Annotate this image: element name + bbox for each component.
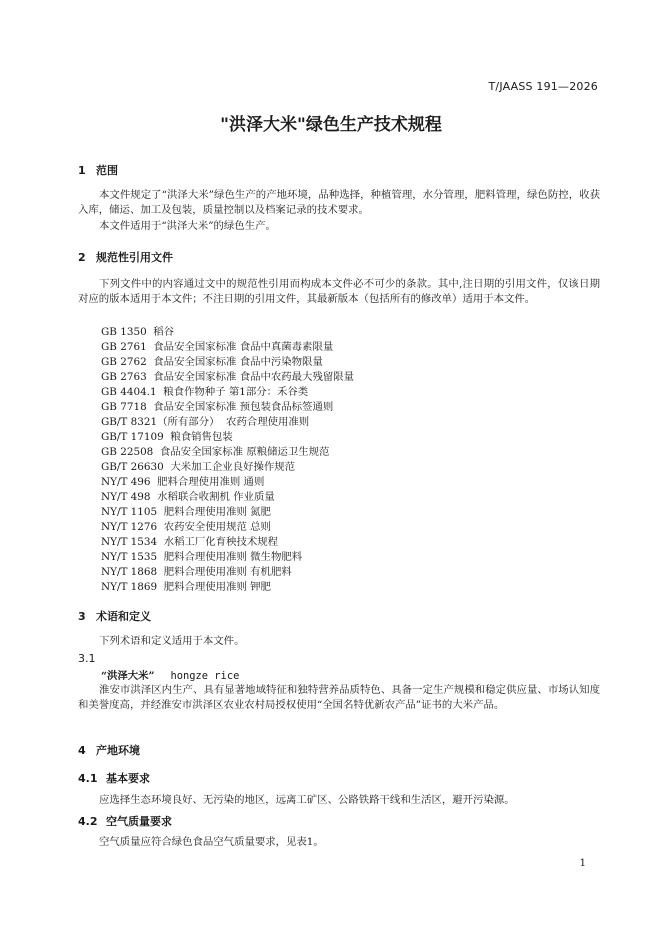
reference-item: GB 7718 食品安全国家标准 预包装食品标签通则 <box>101 401 334 413</box>
reference-item: NY/T 1868 肥料合理使用准则 有机肥料 <box>101 566 292 578</box>
section-title: 范围 <box>96 164 118 177</box>
reference-item: GB 4404.1 粮食作物种子 第1部分：禾谷类 <box>101 386 309 398</box>
section-number: 4 <box>78 744 86 757</box>
reference-item: NY/T 1534 水稻工厂化育秧技术规程 <box>101 536 279 548</box>
reference-item: NY/T 496 肥料合理使用准则 通则 <box>101 476 265 488</box>
term-chinese: “洪泽大米” <box>101 670 155 682</box>
scope-applicability: 本文件适用于“洪泽大米”的绿色生产。 <box>99 220 276 232</box>
subsection-number: 4.2 <box>78 815 98 828</box>
section-title: 术语和定义 <box>96 610 151 623</box>
section-title: 产地环境 <box>96 744 140 757</box>
references-intro: 下列文件中的内容通过文中的规范性引用而构成本文件必不可少的条款。其中,注日期的引用文件，仅该日期对应的版本适用于本文件；不注日期的引用文件，其最新版本（包括所有的修改单）适用于本文件。 <box>78 278 600 305</box>
reference-item: GB 2761 食品安全国家标准 食品中真菌毒素限量 <box>101 341 334 353</box>
terms-intro: 下列术语和定义适用于本文件。 <box>99 635 245 647</box>
reference-item: GB/T 17109 粮食销售包装 <box>101 431 233 443</box>
reference-item: GB 2763 食品安全国家标准 食品中农药最大残留限量 <box>101 371 355 383</box>
subsection-title: 空气质量要求 <box>106 815 172 828</box>
subsection-title: 基本要求 <box>106 772 150 785</box>
reference-item: GB 1350 稻谷 <box>101 326 175 338</box>
reference-item: GB 2762 食品安全国家标准 食品中污染物限量 <box>101 356 323 368</box>
section-2-heading <box>78 249 173 265</box>
standard-code: T/JAASS 191—2026 <box>488 80 598 93</box>
section-number: 3 <box>78 610 86 623</box>
document-title: "洪泽大米"绿色生产技术规程 <box>220 115 442 135</box>
section-number: 1 <box>78 164 86 177</box>
scope-paragraph: 本文件规定了“洪泽大米”绿色生产的产地环境，品种选择，种植管理，水分管理，肥料管理，绿色防控，收获入库，储运、加工及包装，质量控制以及档案记录的技术要求。 <box>78 189 600 216</box>
section-3-heading <box>78 608 151 624</box>
term-entry <box>101 667 239 682</box>
reference-item: NY/T 1869 肥料合理使用准则 钾肥 <box>101 581 271 593</box>
reference-item: NY/T 498 水稻联合收割机 作业质量 <box>101 491 275 503</box>
basic-requirements-text: 应选择生态环境良好、无污染的地区，远离工矿区、公路铁路干线和生活区，避开污染源。 <box>99 794 515 806</box>
term-english: hongze rice <box>170 670 240 682</box>
page-number: 1 <box>579 858 586 869</box>
term-number: 3.1 <box>78 652 96 665</box>
subsection-4-1-heading <box>78 770 150 786</box>
section-1-heading <box>78 162 118 178</box>
section-4-heading <box>78 742 140 758</box>
reference-item: GB/T 8321（所有部分） 农药合理使用准则 <box>101 416 310 428</box>
subsection-4-2-heading <box>78 813 172 829</box>
section-title: 规范性引用文件 <box>96 251 173 264</box>
term-definition: 淮安市洪泽区内生产、具有显著地域特征和独特营养品质特色、具备一定生产规模和稳定供应量、市场认知度和美誉度高，并经淮安市洪泽区农业农村局授权使用“全国名特优新农产品”证书的大米产品。 <box>78 684 600 711</box>
section-number: 2 <box>78 251 86 264</box>
reference-item: NY/T 1276 农药安全使用规范 总则 <box>101 521 271 533</box>
reference-item: NY/T 1535 肥料合理使用准则 微生物肥料 <box>101 551 303 563</box>
air-quality-text: 空气质量应符合绿色食品空气质量要求，见表1。 <box>99 836 324 848</box>
reference-item: NY/T 1105 肥料合理使用准则 氮肥 <box>101 506 271 518</box>
reference-item: GB/T 26630 大米加工企业良好操作规范 <box>101 461 296 473</box>
reference-item: GB 22508 食品安全国家标准 原粮储运卫生规范 <box>101 446 330 458</box>
subsection-number: 4.1 <box>78 772 98 785</box>
